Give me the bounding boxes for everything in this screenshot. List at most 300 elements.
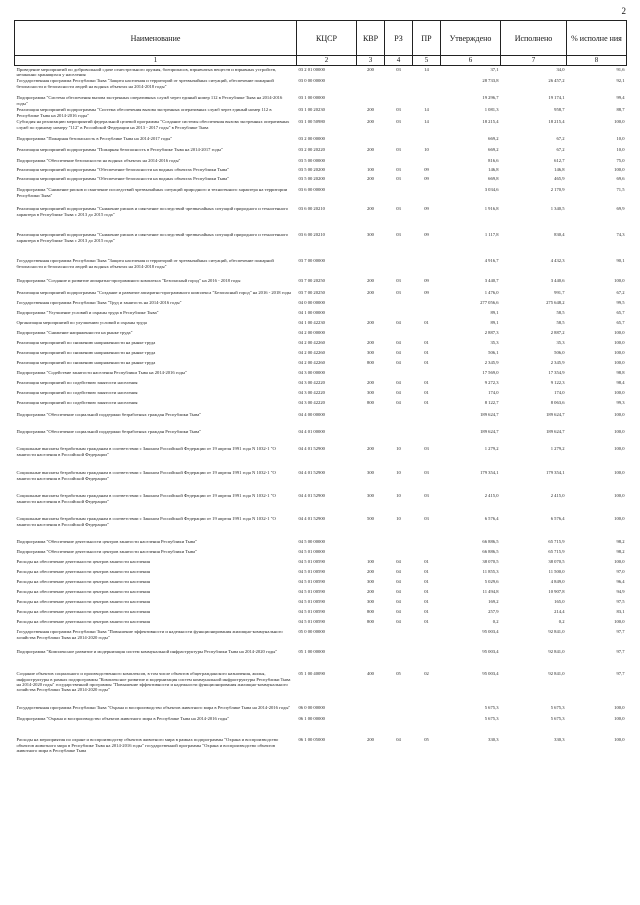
column-number: 7 [501, 56, 567, 66]
row-kvr: 800 [367, 360, 374, 366]
row-name: Реализация мероприятий по снижению напряженности на рынке труда [16, 340, 156, 346]
row-percent: 97,0 [616, 569, 625, 575]
row-approved: 66 886,5 [482, 549, 499, 555]
row-name: Проведение мероприятий по добровольной сдаче огнестрельного оружия, боеприпасов, взрывчатых веществ и взрывных устройств, незаконно хранящихся у населения [16, 67, 277, 78]
row-kvr: 200 [367, 176, 374, 182]
row-approved: 11 855,3 [482, 569, 499, 575]
row-pr: 09 [424, 278, 429, 284]
row-pr: 01 [424, 360, 429, 366]
row-name: Субсидия на реализацию мероприятий федеральной целевой программы "Создание системы обеспечения вызова экстренных оперативных служб по единому номеру "112" в Российской Федерации на 2013 - 2017 годы" в Республике Тыва [16, 119, 290, 130]
row-rz: 03 [396, 147, 401, 153]
row-kcsr: 04 3 00 42220 [298, 400, 325, 406]
row-pr: 01 [424, 579, 429, 585]
row-approved: 1 476,0 [484, 290, 499, 296]
row-rz: 04 [396, 350, 401, 356]
row-kcsr: 04 5 01 00590 [298, 609, 325, 615]
row-kcsr: 03 6 00 00000 [298, 187, 325, 193]
row-kcsr: 04 5 01 00590 [298, 589, 325, 595]
row-kcsr: 03 2 00 20220 [298, 147, 325, 153]
row-kvr: 100 [367, 167, 374, 173]
row-executed: 3 440,6 [550, 278, 565, 284]
row-kcsr: 04 3 00 00000 [298, 370, 325, 376]
row-percent: 69,9 [616, 206, 625, 212]
row-rz [385, 369, 413, 379]
row-percent: 92,1 [616, 78, 625, 84]
row-name: Расходы на обеспечение деятельности центров занятости населения [16, 609, 150, 615]
row-kvr [357, 157, 385, 166]
row-name: Социальные выплаты безработным гражданам в соответствии с Законом Российской Федерации от 19 апреля 1991 года N 1032-1 "О занятости населения в Российской Федерации" [16, 493, 276, 504]
column-number: 4 [385, 56, 413, 66]
row-name: Государственная программа Республики Тыва "Труд и занятость на 2014-2016 годы" [16, 300, 182, 306]
row-kvr: 200 [367, 446, 374, 452]
row-pr: 01 [424, 619, 429, 625]
row-pr: 01 [424, 340, 429, 346]
row-executed: 179 354,1 [546, 470, 565, 476]
row-kvr [357, 411, 385, 428]
table-row [15, 299, 627, 309]
row-kvr: 200 [367, 737, 374, 743]
row-rz [385, 77, 413, 94]
row-kvr: 200 [367, 290, 374, 296]
row-approved: 1 916,8 [484, 206, 499, 212]
row-executed: 189 624,7 [546, 412, 565, 418]
row-kcsr: 04 5 01 00590 [298, 579, 325, 585]
header-kcsr: КЦСР [297, 21, 357, 56]
row-name: Социальные выплаты безработным гражданам в соответствии с Законом Российской Федерации от 19 апреля 1991 года N 1032-1 "О занятости населения в Российской Федерации" [16, 446, 276, 457]
row-rz: 04 [396, 569, 401, 575]
row-kcsr: 04 4 01 52900 [298, 470, 325, 476]
row-kvr: 200 [367, 206, 374, 212]
header-approved: Утверждено [441, 21, 501, 56]
table-row [15, 135, 627, 146]
row-approved: 19 296,7 [482, 95, 499, 101]
row-kvr [357, 77, 385, 94]
row-percent: 100,0 [614, 516, 625, 522]
row-pr: 01 [424, 589, 429, 595]
row-pr [413, 715, 441, 736]
table-row [15, 157, 627, 166]
row-executed: 4 849,0 [550, 579, 565, 585]
row-approved: 5 029,6 [484, 579, 499, 585]
row-rz [385, 715, 413, 736]
row-pr: 09 [424, 176, 429, 182]
row-name: Расходы на обеспечение деятельности центров занятости населения [16, 589, 150, 595]
row-pr: 01 [424, 609, 429, 615]
row-percent: 10,0 [616, 147, 625, 153]
header-percent: % исполне ния [567, 21, 627, 56]
row-rz: 04 [396, 380, 401, 386]
row-rz [385, 157, 413, 166]
row-kcsr: 04 5 01 00590 [298, 569, 325, 575]
row-pr: 01 [424, 559, 429, 565]
table-row [15, 578, 627, 588]
table-row [15, 411, 627, 428]
table-row [15, 588, 627, 598]
row-kvr [357, 329, 385, 339]
row-percent: 100,0 [614, 330, 625, 336]
row-kvr: 200 [367, 380, 374, 386]
row-percent: 100,0 [614, 737, 625, 743]
row-kvr [357, 548, 385, 558]
row-kcsr: 03 1 00 50980 [298, 119, 325, 125]
row-executed: 2 887,2 [550, 330, 565, 336]
row-name: Подпрограмма "Обеспечение социальной поддержки безработных граждан Республики Тыва" [16, 412, 202, 418]
row-name: Реализация мероприятий по содействию занятости населения [16, 390, 138, 396]
row-name: Реализация мероприятий по снижению напряженности на рынке труда [16, 350, 156, 356]
row-rz: 03 [396, 176, 401, 182]
row-percent: 100,0 [614, 412, 625, 418]
row-name: Подпрограмма "Улучшение условий и охраны труда в Республике Тыва" [16, 310, 159, 316]
table-row [15, 77, 627, 94]
row-approved: 1 117,8 [484, 232, 499, 238]
row-executed: 174,0 [554, 390, 565, 396]
row-rz [385, 94, 413, 106]
row-kcsr: 03 2 00 00000 [298, 136, 325, 142]
row-rz [385, 648, 413, 670]
row-pr [413, 157, 441, 166]
row-kcsr: 04 2 00 42260 [298, 350, 325, 356]
row-approved: 11 494,8 [482, 589, 499, 595]
row-name: Подпрограмма "Система обеспечения вызова экстренных оперативных служб через единый номер 112 в Республике Тыва на 2014-2016 годы" [16, 95, 283, 106]
row-approved: 277 056,6 [480, 300, 499, 306]
row-name: Подпрограмма "Обеспечение деятельности центров занятости населения Республики Тыва" [16, 539, 197, 545]
row-name: Реализация мероприятий подпрограммы "Создание и развитие аппаратно-программного комплекса "Безопасный город" на 2016 - 2018 годы [16, 290, 292, 296]
row-rz: 04 [396, 579, 401, 585]
row-name: Расходы на обеспечение деятельности центров занятости населения [16, 599, 150, 605]
column-number: 3 [357, 56, 385, 66]
table-row [15, 704, 627, 715]
table-row [15, 186, 627, 205]
row-approved: 5 675,3 [484, 716, 499, 722]
row-pr: 09 [424, 206, 429, 212]
row-percent: 74,3 [616, 232, 625, 238]
table-row [15, 399, 627, 411]
row-rz: 04 [396, 609, 401, 615]
row-executed: 189 624,7 [546, 429, 565, 435]
row-name: Расходы на обеспечение деятельности центров занятости населения [16, 619, 150, 625]
row-pr: 03 [424, 493, 429, 499]
row-approved: 669,8 [488, 176, 499, 182]
row-percent: 71,5 [616, 187, 625, 193]
row-kvr [357, 428, 385, 445]
row-kcsr: 05 1 00 00000 [298, 649, 325, 655]
row-rz [385, 257, 413, 277]
row-pr [413, 186, 441, 205]
table-row [15, 618, 627, 628]
header-name: Наименование [15, 21, 297, 56]
row-approved: 189 624,7 [480, 412, 499, 418]
row-executed: 330,3 [554, 737, 565, 743]
row-approved: 5 675,3 [484, 705, 499, 711]
table-row [15, 736, 627, 760]
row-pr: 10 [424, 147, 429, 153]
row-executed: 465,9 [554, 176, 565, 182]
row-approved: 1 279,2 [484, 446, 499, 452]
row-kvr [357, 648, 385, 670]
row-approved: 179 354,1 [480, 470, 499, 476]
row-kcsr: 03 6 00 20210 [298, 206, 325, 212]
row-name: Государственная программа Республики Тыва "Защита населения и территорий от чрезвычайных ситуаций, обеспечение пожарной безопасности и безопасности людей на водных объектах на 2014-2018 годы" [16, 78, 274, 89]
row-percent: 98,8 [616, 370, 625, 376]
row-kcsr: 03 2 01 00000 [298, 67, 325, 72]
row-executed: 5 675,3 [550, 716, 565, 722]
table-row [15, 715, 627, 736]
row-kcsr: 03 5 00 20200 [298, 176, 325, 182]
row-name: Подпрограмма "Создание и развитие аппаратно-программного комплекса "Безопасный город" на 2016 - 2018 годы [16, 278, 241, 284]
row-kvr: 200 [367, 67, 374, 72]
row-kvr: 800 [367, 400, 374, 406]
row-rz [385, 135, 413, 146]
row-percent: 83,1 [616, 609, 625, 615]
row-approved: 35,3 [490, 340, 499, 346]
row-pr: 14 [424, 119, 429, 125]
table-row [15, 339, 627, 349]
row-kvr: 300 [367, 470, 374, 476]
row-approved: 3 440,7 [484, 278, 499, 284]
row-pr: 05 [424, 737, 429, 743]
row-executed: 65 715,9 [548, 549, 565, 555]
row-approved: 0,2 [492, 619, 499, 625]
row-pr: 03 [424, 470, 429, 476]
row-percent: 100,0 [614, 559, 625, 565]
row-pr [413, 648, 441, 670]
row-percent: 100,0 [614, 167, 625, 173]
row-executed: 92 841,0 [548, 649, 565, 655]
row-approved: 95 003,4 [482, 649, 499, 655]
table-row [15, 349, 627, 359]
table-row [15, 568, 627, 578]
row-kvr [357, 94, 385, 106]
row-pr: 01 [424, 390, 429, 396]
column-number: 6 [441, 56, 501, 66]
row-pr [413, 369, 441, 379]
row-rz: 04 [396, 589, 401, 595]
row-kcsr: 03 6 00 20210 [298, 232, 325, 238]
column-number: 1 [15, 56, 297, 66]
row-kvr: 300 [367, 579, 374, 585]
row-executed: 38 070,5 [548, 559, 565, 565]
row-executed: 9 122,3 [550, 380, 565, 386]
row-percent: 100,0 [614, 119, 625, 125]
row-rz: 03 [396, 119, 401, 125]
row-executed: 165,0 [554, 599, 565, 605]
row-name: Подпрограмма "Комплексное развитие и модернизация систем коммунальной инфраструктуры Республики Тыва на 2014-2020 годы" [16, 649, 278, 655]
row-name: Организация мероприятий по улучшению условий и охраны труда [16, 320, 147, 326]
row-name: Реализация мероприятий подпрограммы "Обеспечение безопасности на водных объектах Республики Тыва" [16, 167, 229, 173]
row-rz [385, 329, 413, 339]
row-approved: 66 886,5 [482, 539, 499, 545]
row-kvr [357, 628, 385, 648]
row-kcsr: 06 0 00 00000 [298, 705, 325, 711]
table-row [15, 257, 627, 277]
row-name: Реализация мероприятий подпрограммы "Снижение рисков и смягчение последствий чрезвычайных ситуаций природного и техногенного характера в Республике Тыва с 2013 до 2015 года" [16, 232, 289, 243]
row-kcsr: 04 5 01 00590 [298, 599, 325, 605]
row-approved: 669,2 [488, 136, 499, 142]
row-kvr [357, 186, 385, 205]
header-rz: РЗ [385, 21, 413, 56]
row-pr: 01 [424, 400, 429, 406]
table-row [15, 166, 627, 175]
row-rz: 10 [396, 493, 401, 499]
row-name: Реализация мероприятий подпрограммы "Обеспечение безопасности на водных объектах Республики Тыва" [16, 176, 229, 182]
row-name: Подпрограмма "Пожарная безопасность в Республике Тыва на 2014-2017 годы" [16, 136, 173, 142]
row-pr: 09 [424, 232, 429, 238]
row-kvr: 300 [367, 493, 374, 499]
row-executed: 2 170,9 [550, 187, 565, 193]
row-name: Реализация мероприятий подпрограммы "Пожарная безопасность в Республике Тыва на 2014-2017 годы" [16, 147, 223, 153]
row-kvr [357, 257, 385, 277]
row-approved: 2 345,9 [484, 360, 499, 366]
row-executed: 67,2 [556, 147, 565, 153]
row-pr [413, 411, 441, 428]
row-pr [413, 257, 441, 277]
header-pr: ПР [413, 21, 441, 56]
row-executed: 10 907,8 [548, 589, 565, 595]
row-kcsr: 04 4 00 00000 [298, 412, 325, 418]
row-pr: 03 [424, 446, 429, 452]
row-name: Подпрограмма "Содействие занятости населения Республики Тыва на 2014-2016 годы" [16, 370, 188, 376]
row-kcsr: 03 7 00 00000 [298, 258, 325, 264]
row-kvr [357, 704, 385, 715]
row-executed: 11 500,0 [548, 569, 565, 575]
row-kvr: 200 [367, 147, 374, 153]
row-percent: 69,6 [616, 176, 625, 182]
row-pr [413, 299, 441, 309]
row-name: Социальные выплаты безработным гражданам в соответствии с Законом Российской Федерации от 19 апреля 1991 года N 1032-1 "О занятости населения в Российской Федерации" [16, 470, 276, 481]
row-executed: 8 063,6 [550, 400, 565, 406]
row-pr [413, 94, 441, 106]
row-executed: 26 457,2 [548, 78, 565, 84]
row-rz: 10 [396, 516, 401, 522]
row-kvr [357, 715, 385, 736]
row-rz: 03 [396, 232, 401, 238]
row-percent: 90,1 [616, 258, 625, 264]
row-pr: 09 [424, 167, 429, 173]
row-executed: 18 215,4 [548, 119, 565, 125]
row-rz [385, 411, 413, 428]
row-pr: 02 [424, 671, 429, 677]
row-kvr [357, 369, 385, 379]
table-row [15, 558, 627, 568]
row-executed: 17 354,9 [548, 370, 565, 376]
row-approved: 38 070,5 [482, 559, 499, 565]
row-kcsr: 06 1 00 00000 [298, 716, 325, 722]
row-executed: 506,0 [554, 350, 565, 356]
table-row [15, 608, 627, 618]
row-name: Подпрограмма "Обеспечение деятельности центров занятости населения Республики Тыва" [16, 549, 197, 555]
row-kcsr: 03 5 00 20200 [298, 167, 325, 173]
row-percent: 97,7 [616, 649, 625, 655]
row-kcsr: 04 4 01 52900 [298, 516, 325, 522]
row-approved: 89,1 [490, 310, 499, 316]
row-executed: 1 340,5 [550, 206, 565, 212]
row-percent: 100,0 [614, 705, 625, 711]
header-executed: Исполнено [501, 21, 567, 56]
row-percent: 97,5 [616, 599, 625, 605]
row-executed: 92 841,0 [548, 629, 565, 635]
row-kvr: 300 [367, 599, 374, 605]
row-pr [413, 77, 441, 94]
row-name: Подпрограмма "Снижение рисков и смягчение последствий чрезвычайных ситуаций природного и техногенного характера на территории Республики Тыва" [16, 187, 288, 198]
row-kcsr: 05 0 00 00000 [298, 629, 325, 635]
row-kcsr: 04 0 00 00000 [298, 300, 325, 306]
table-row [15, 106, 627, 118]
row-executed: 65 715,9 [548, 539, 565, 545]
row-name: Подпрограмма "Обеспечение безопасности на водных объектах на 2014-2016 годы" [16, 158, 181, 164]
row-approved: 506,1 [488, 350, 499, 356]
table-header-row [15, 21, 627, 56]
row-rz [385, 548, 413, 558]
row-approved: 95 003,4 [482, 671, 499, 677]
row-approved: 28 733,8 [482, 78, 499, 84]
row-percent: 100,0 [614, 340, 625, 346]
column-number-row [15, 56, 627, 66]
row-percent: 98,2 [616, 539, 625, 545]
row-rz: 05 [396, 671, 401, 677]
row-percent: 100,0 [614, 278, 625, 284]
row-kvr [357, 538, 385, 548]
row-rz: 03 [396, 278, 401, 284]
row-approved: 89,1 [490, 320, 499, 326]
row-kvr: 200 [367, 320, 374, 326]
row-kcsr: 04 2 00 42260 [298, 360, 325, 366]
row-kcsr: 04 5 01 00590 [298, 619, 325, 625]
row-kcsr: 03 7 00 20250 [298, 278, 325, 284]
row-name: Реализация мероприятий по содействию занятости населения [16, 380, 138, 386]
row-approved: 9 272,3 [484, 380, 499, 386]
row-name: Расходы на мероприятия по охране и воспроизводству объектов животного мира в рамках подпрограммы "Охрана и воспроизводство объектов животного мира в Республике Тыва на 2014-2016 годы" государственной программы "Охрана и воспроизводство объектов животного мира в Республике Тыва [16, 737, 279, 753]
row-approved: 1 081,3 [484, 107, 499, 113]
row-kvr: 100 [367, 559, 374, 565]
row-executed: 2 415,0 [550, 493, 565, 499]
row-kcsr: 04 3 00 42220 [298, 380, 325, 386]
row-percent: 100,0 [614, 360, 625, 366]
row-kvr: 500 [367, 516, 374, 522]
row-rz [385, 299, 413, 309]
row-name: Подпрограмма "Охрана и воспроизводство объектов животного мира в Республике Тыва на 2014-2016 годы" [16, 716, 230, 722]
row-name: Государственная программа Республики Тыва "Защита населения и территорий от чрезвычайных ситуаций, обеспечение пожарной безопасности и безопасности людей на водных объектах на 2014-2018 годы" [16, 258, 274, 269]
table-row [15, 445, 627, 469]
row-percent: 100,0 [614, 493, 625, 499]
row-approved: 257,9 [488, 609, 499, 615]
row-percent: 65,7 [616, 310, 625, 316]
row-approved: 174,0 [488, 390, 499, 396]
table-body [15, 66, 627, 761]
row-approved: 189 624,7 [480, 429, 499, 435]
row-percent: 98,2 [616, 549, 625, 555]
table-row [15, 319, 627, 329]
row-rz [385, 186, 413, 205]
row-executed: 67,2 [556, 136, 565, 142]
row-rz: 04 [396, 390, 401, 396]
row-executed: 92 841,0 [548, 671, 565, 677]
row-executed: 5 675,3 [550, 705, 565, 711]
row-kcsr: 04 3 00 42220 [298, 390, 325, 396]
row-percent: 100,0 [614, 470, 625, 476]
row-kvr: 200 [367, 278, 374, 284]
row-approved: 169,2 [488, 599, 499, 605]
row-approved: 18 215,4 [482, 119, 499, 125]
column-number: 5 [413, 56, 441, 66]
table-row [15, 277, 627, 289]
row-executed: 214,4 [554, 609, 565, 615]
row-percent: 10,0 [616, 136, 625, 142]
row-rz: 03 [396, 167, 401, 173]
row-percent: 100,0 [614, 390, 625, 396]
row-kvr: 200 [367, 569, 374, 575]
row-name: Подпрограмма "Снижение напряженности на рынке труда" [16, 330, 133, 336]
row-rz [385, 309, 413, 319]
